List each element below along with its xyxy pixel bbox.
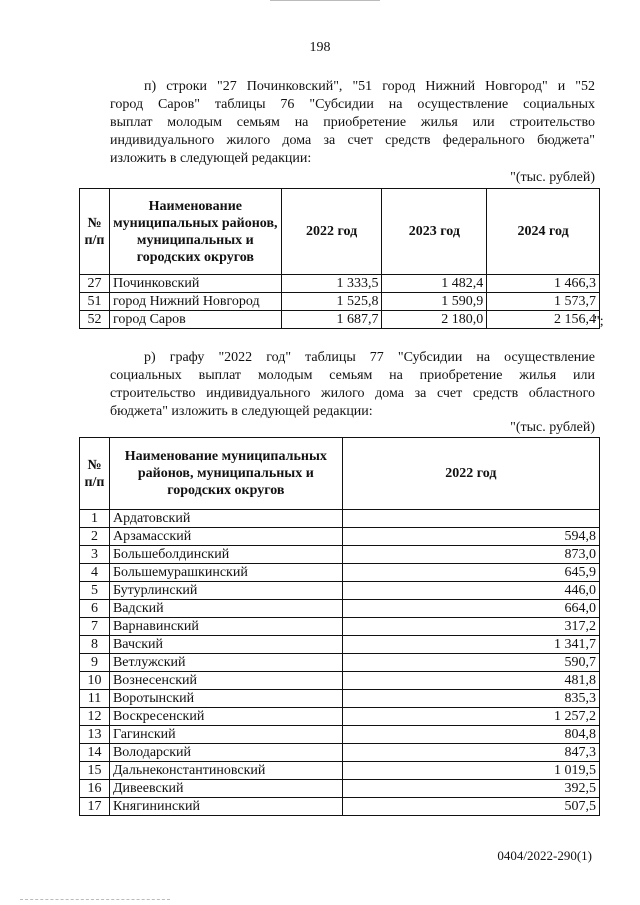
- row-number: 27: [80, 275, 110, 293]
- value-2022: 446,0: [342, 582, 599, 600]
- table-row: [80, 293, 600, 311]
- table-row: [80, 275, 600, 293]
- value-2023: 1 482,4: [382, 275, 487, 293]
- row-number: 12: [80, 708, 110, 726]
- top-divider: [270, 0, 380, 1]
- row-number: 52: [80, 311, 110, 329]
- value-2022: 481,8: [342, 672, 599, 690]
- section-p-line: изложить в следующей редакции:: [110, 151, 312, 166]
- value-2022: 804,8: [342, 726, 599, 744]
- value-2022: 1 019,5: [342, 762, 599, 780]
- row-number: 8: [80, 636, 110, 654]
- section-p-line: индивидуального жилого дома за счет средств федерального бюджета": [110, 133, 595, 148]
- table-row: [80, 654, 600, 672]
- row-name: Дальнеконстантиновский: [109, 762, 342, 780]
- units-label: "(тыс. рублей): [510, 420, 595, 435]
- row-name: Ветлужский: [109, 654, 342, 672]
- section-p-text: [110, 78, 595, 168]
- row-number: 7: [80, 618, 110, 636]
- table-row: [80, 618, 600, 636]
- header-2024: 2024 год: [487, 189, 600, 275]
- value-2024: 1 573,7: [487, 293, 600, 311]
- value-2024: 2 156,4: [487, 311, 600, 329]
- row-name: Большеболдинский: [109, 546, 342, 564]
- table-row: [80, 690, 600, 708]
- table-row: [80, 528, 600, 546]
- document-code: 0404/2022-290(1): [497, 848, 592, 863]
- row-number: 11: [80, 690, 110, 708]
- table-row: [80, 582, 600, 600]
- value-2022: 645,9: [342, 564, 599, 582]
- row-number: 13: [80, 726, 110, 744]
- row-name: Вачский: [109, 636, 342, 654]
- row-name: Бутурлинский: [109, 582, 342, 600]
- section-p-line: город Саров" таблицы 76 "Субсидии на осуществление социальных: [110, 97, 595, 112]
- value-2022: 590,7: [342, 654, 599, 672]
- row-number: 10: [80, 672, 110, 690]
- value-2023: 1 590,9: [382, 293, 487, 311]
- row-number: 3: [80, 546, 110, 564]
- value-2022: 392,5: [342, 780, 599, 798]
- table-row: [80, 798, 600, 816]
- value-2022: 1 257,2: [342, 708, 599, 726]
- table-row: [80, 762, 600, 780]
- bottom-divider: [20, 899, 170, 901]
- value-2024: 1 466,3: [487, 275, 600, 293]
- table-row: [80, 744, 600, 762]
- closing-quote: ";: [594, 314, 604, 329]
- value-2022: 1 525,8: [281, 293, 382, 311]
- row-name: Воротынский: [109, 690, 342, 708]
- value-2023: 2 180,0: [382, 311, 487, 329]
- section-p-line: выплат молодым семьям на приобретение жилья или строительство: [110, 115, 595, 130]
- table-row: [80, 672, 600, 690]
- row-number: 51: [80, 293, 110, 311]
- header-name: Наименование муниципальных районов, муниципальных и городских округов: [109, 189, 281, 275]
- table-row: [80, 600, 600, 618]
- row-name: город Нижний Новгород: [109, 293, 281, 311]
- row-name: Дивеевский: [109, 780, 342, 798]
- header-name: Наименование муниципальных районов, муниципальных и городских округов: [109, 438, 342, 510]
- row-name: Ардатовский: [109, 510, 342, 528]
- row-name: Вадский: [109, 600, 342, 618]
- table-row: [80, 636, 600, 654]
- table-row: [80, 564, 600, 582]
- row-name: город Саров: [109, 311, 281, 329]
- table-77-column: [79, 437, 600, 816]
- section-p-line: п) строки "27 Починковский", "51 город Нижний Новгород" и "52: [144, 79, 595, 94]
- row-number: 16: [80, 780, 110, 798]
- table-row: [80, 726, 600, 744]
- value-2022: 835,3: [342, 690, 599, 708]
- row-name: Арзамасский: [109, 528, 342, 546]
- row-name: Вознесенский: [109, 672, 342, 690]
- section-r-line: строительство индивидуального жилого дома за счет средств областного: [110, 386, 595, 401]
- row-name: Княгининский: [109, 798, 342, 816]
- row-number: 1: [80, 510, 110, 528]
- section-r-line: р) графу "2022 год" таблицы 77 "Субсидии на осуществление: [144, 350, 595, 365]
- value-2022: 873,0: [342, 546, 599, 564]
- value-2022: 317,2: [342, 618, 599, 636]
- row-name: Володарский: [109, 744, 342, 762]
- table-76-excerpt: [79, 188, 600, 329]
- row-number: 17: [80, 798, 110, 816]
- row-name: Починковский: [109, 275, 281, 293]
- units-label: "(тыс. рублей): [510, 170, 595, 185]
- header-2022: 2022 год: [281, 189, 382, 275]
- table-row: [80, 780, 600, 798]
- header-2023: 2023 год: [382, 189, 487, 275]
- value-2022: [342, 510, 599, 528]
- header-number: № п/п: [80, 189, 110, 275]
- section-r-line: бюджета" изложить в следующей редакции:: [110, 404, 373, 419]
- value-2022: 1 333,5: [281, 275, 382, 293]
- value-2022: 664,0: [342, 600, 599, 618]
- header-number: № п/п: [80, 438, 110, 510]
- row-name: Варнавинский: [109, 618, 342, 636]
- row-number: 4: [80, 564, 110, 582]
- table-row: [80, 311, 600, 329]
- table-row: [80, 708, 600, 726]
- row-number: 2: [80, 528, 110, 546]
- value-2022: 847,3: [342, 744, 599, 762]
- row-number: 15: [80, 762, 110, 780]
- table-row: [80, 546, 600, 564]
- row-number: 14: [80, 744, 110, 762]
- section-r-line: социальных выплат молодым семьям на приобретение жилья или: [110, 368, 595, 383]
- row-name: Большемурашкинский: [109, 564, 342, 582]
- row-name: Гагинский: [109, 726, 342, 744]
- table-row: [80, 510, 600, 528]
- value-2022: 1 687,7: [281, 311, 382, 329]
- value-2022: 1 341,7: [342, 636, 599, 654]
- page-number: 198: [309, 40, 331, 55]
- value-2022: 507,5: [342, 798, 599, 816]
- section-r-text: [110, 349, 595, 421]
- row-number: 9: [80, 654, 110, 672]
- row-number: 6: [80, 600, 110, 618]
- row-number: 5: [80, 582, 110, 600]
- value-2022: 594,8: [342, 528, 599, 546]
- row-name: Воскресенский: [109, 708, 342, 726]
- header-2022: 2022 год: [342, 438, 599, 510]
